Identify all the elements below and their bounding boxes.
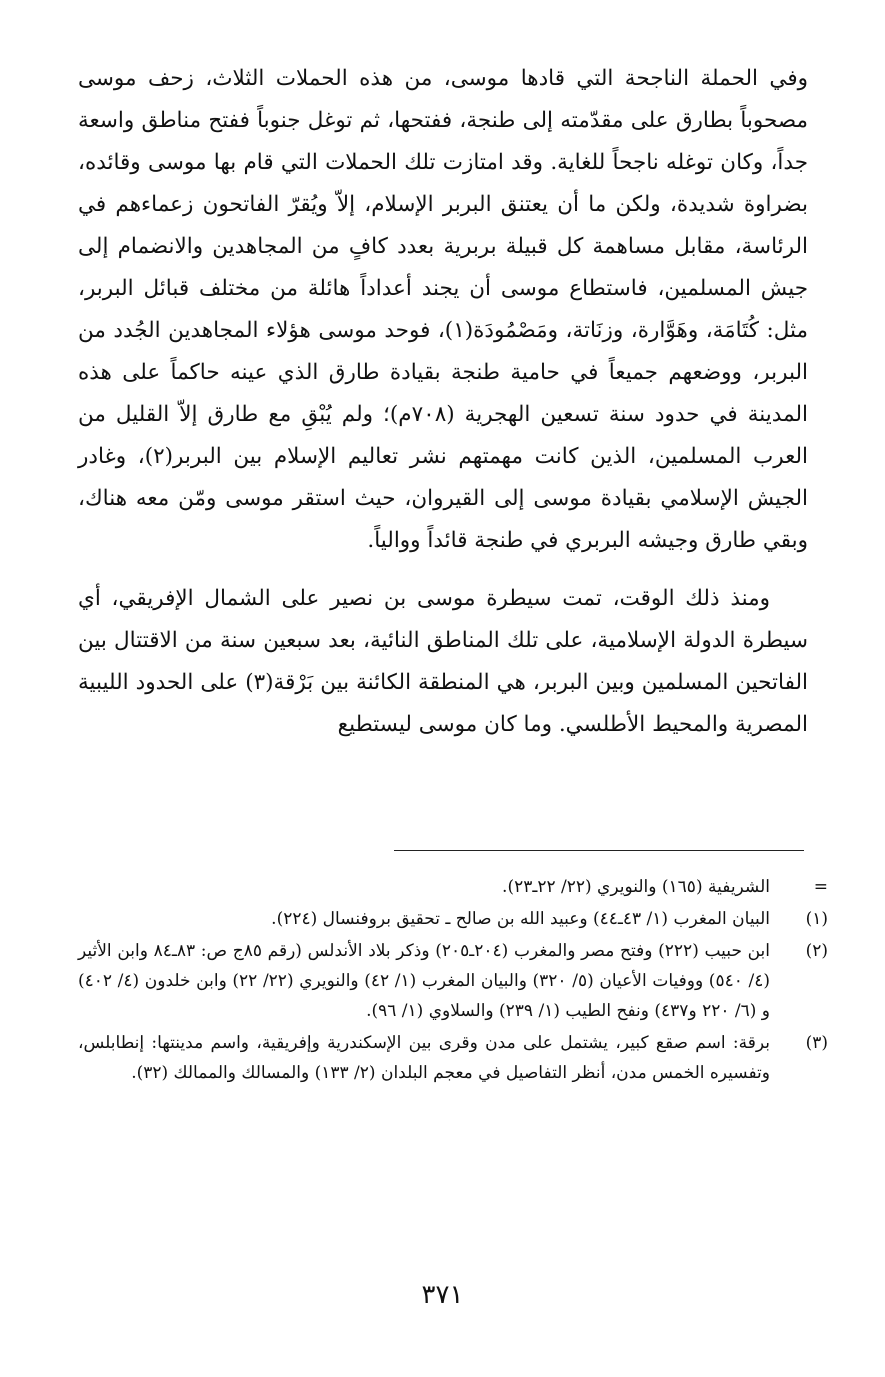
footnote-text: الشريفية (١٦٥) والنويري (٢٢/ ٢٢ـ٢٣). <box>502 877 770 897</box>
paragraph-1: وفي الحملة الناجحة التي قادها موسى، من هذه الحملات الثلاث، زحف موسى مصحوباً بطارق على مقدّمته إلى طنجة، ففتحها، ثم توغل جنوباً ففتح مناطق واسعة جداً، وكان توغله ناجحاً للغاية. وقد امتازت تلك الحملات التي قام بها موسى وقائده، بضراوة شديدة، ولكن ما أن يعتنق البربر الإسلام، إلاّ ويُقرّ الفاتحون زعماءهم في الرئاسة، مقابل مساهمة كل قبيلة بربرية بعدد كافٍ من المجاهدين والانضمام إلى جيش المسلمين، فاستطاع موسى أن يجند أعداداً هائلة من مختلف قبائل البربر، مثل: كُتَامَة، وهَوَّارة، وزنَاتة، ومَصْمُودَة(١)، فوحد موسى هؤلاء المجاهدين الجُدد من البربر، ووضعهم جميعاً في حامية طنجة بقيادة طارق الذي عينه حاكماً على هذه المدينة في حدود سنة تسعين الهجرية (٧٠٨م)؛ ولم يُبْقِ مع طارق إلاّ القليل من العرب المسلمين، الذين كانت مهمتهم نشر تعاليم الإسلام بين البربر(٢)، وغادر الجيش الإسلامي بقيادة موسى إلى القيروان، حيث استقر موسى ومّن معه هناك، وبقي طارق وجيشه البربري في طنجة قائداً ووالياً. <box>78 66 808 553</box>
footnote-3 <box>78 1028 828 1088</box>
footnote-1 <box>78 904 828 934</box>
footnote-text: برقة: اسم صقع كبير، يشتمل على مدن وقرى بين الإسكندرية وإفريقية، واسم مدينتها: إنطابلس، وتفسيره الخمس مدن، أنظر التفاصيل في معجم البلدان (٢/ ١٣٣) والمسالك والممالك (٣٢). <box>78 1033 770 1083</box>
footnote-marker: = <box>813 877 828 897</box>
footnote-text: ابن حبيب (٢٢٢) وفتح مصر والمغرب (٢٠٤ـ٢٠٥) وذكر بلاد الأندلس (رقم ٨٥ج ص: ٨٣ـ٨٤ وابن الأثير (٤/ ٥٤٠) ووفيات الأعيان (٥/ ٣٢٠) والبيان المغرب (١/ ٤٢) والنويري (٢٢/ ٢٢) وابن خلدون (٤/ ٤٠٢) و (٦/ ٢٢٠ و٤٣٧) ونفح الطيب (١/ ٢٣٩) والسلاوي (١/ ٩٦). <box>78 941 771 1021</box>
footnote-marker: (٢) <box>805 941 828 961</box>
footnote-marker: (٣) <box>805 1033 828 1053</box>
footnote-continuation <box>78 872 828 902</box>
footnote-marker: (١) <box>805 909 828 929</box>
footnote-2 <box>78 936 828 1026</box>
main-text <box>78 58 808 746</box>
footnotes <box>78 872 828 1090</box>
paragraph-2: ومنذ ذلك الوقت، تمت سيطرة موسى بن نصير على الشمال الإفريقي، أي سيطرة الدولة الإسلامية، على تلك المناطق النائية، بعد سبعين سنة من الاقتتال بين الفاتحين المسلمين وبين البربر، هي المنطقة الكائنة بين بَرْقة(٣) على الحدود الليبية المصرية والمحيط الأطلسي. وما كان موسى ليستطيع <box>78 586 808 737</box>
footnote-separator <box>394 850 804 851</box>
page-number: ٣٧١ <box>421 1280 464 1310</box>
footnote-text: البيان المغرب (١/ ٤٣ـ٤٤) وعبيد الله بن صالح ـ تحقيق بروفنسال (٢٢٤). <box>271 909 770 929</box>
